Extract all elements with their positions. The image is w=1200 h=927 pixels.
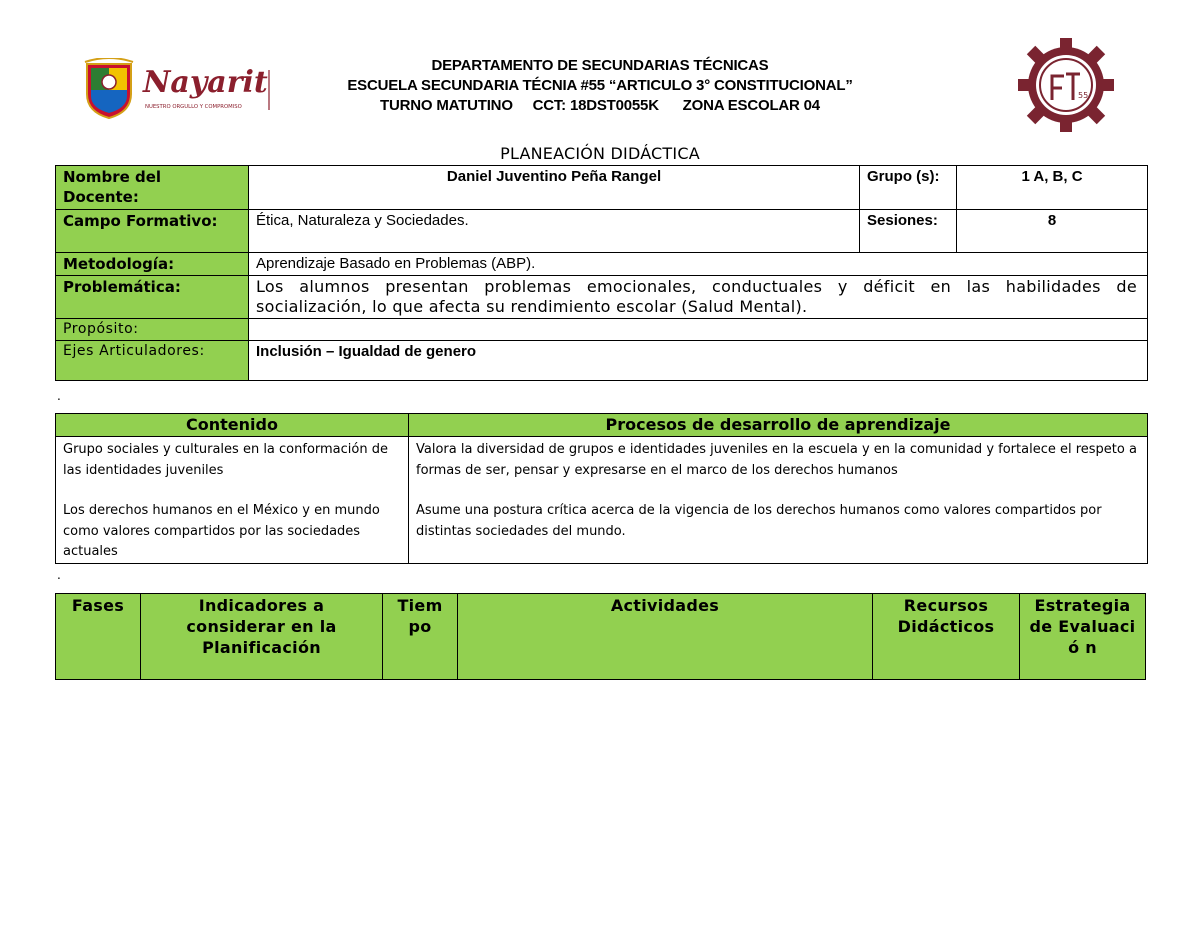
shift-cct-line: TURNO MATUTINO CCT: 18DST0055K ZONA ESCOLAR 04 bbox=[380, 97, 820, 114]
svg-text:55: 55 bbox=[1078, 91, 1089, 100]
problematica-label: Problemática: bbox=[56, 276, 249, 319]
table-row bbox=[56, 210, 1148, 253]
school-seal-logo bbox=[1018, 38, 1114, 132]
phases-table bbox=[55, 593, 1146, 680]
contenido-item: Grupo sociales y culturales en la conformación de las identidades juveniles bbox=[63, 442, 388, 478]
proposito-label: Propósito: bbox=[56, 319, 249, 341]
svg-text:Nayarit: Nayarit bbox=[143, 65, 268, 100]
table-row bbox=[56, 437, 1148, 564]
contenido-item: Los derechos humanos en el México y en mundo como valores compartidos por las sociedades actuales bbox=[63, 503, 380, 559]
separator-dot: . bbox=[57, 568, 61, 582]
tiempo-header: Tiem po bbox=[383, 594, 458, 680]
recursos-header: Recursos Didácticos bbox=[873, 594, 1020, 680]
department-line: DEPARTAMENTO DE SECUNDARIAS TÉCNICAS bbox=[431, 57, 769, 74]
proceso-item: Asume una postura crítica acerca de la vigencia de los derechos humanos como valores compartidos por distintas sociedades del mundo. bbox=[416, 503, 1102, 539]
campo-value: Ética, Naturaleza y Sociedades. bbox=[249, 210, 860, 253]
separator-dot: . bbox=[57, 389, 61, 403]
table-row bbox=[56, 166, 1148, 210]
document-title: PLANEACIÓN DIDÁCTICA bbox=[500, 144, 700, 163]
nayarit-shield-icon bbox=[83, 58, 273, 120]
svg-text:NUESTRO ORGULLO Y COMPROMISO: NUESTRO ORGULLO Y COMPROMISO bbox=[145, 104, 242, 110]
school-name-line: ESCUELA SECUNDARIA TÉCNIA #55 “ARTICULO 3° CONSTITUCIONAL” bbox=[347, 77, 853, 94]
procesos-cell bbox=[409, 437, 1148, 564]
school-header bbox=[300, 56, 900, 116]
ejes-value: Inclusión – Igualdad de genero bbox=[249, 341, 1148, 381]
procesos-header: Procesos de desarrollo de aprendizaje bbox=[409, 414, 1148, 437]
gear-seal-icon bbox=[1018, 38, 1114, 132]
actividades-header: Actividades bbox=[458, 594, 873, 680]
table-row bbox=[56, 594, 1146, 680]
sesiones-value: 8 bbox=[957, 210, 1148, 253]
fases-header: Fases bbox=[56, 594, 141, 680]
table-row bbox=[56, 341, 1148, 381]
content-table bbox=[55, 413, 1148, 564]
table-row bbox=[56, 414, 1148, 437]
ejes-label: Ejes Articuladores: bbox=[56, 341, 249, 381]
campo-label: Campo Formativo: bbox=[56, 210, 249, 253]
contenido-cell bbox=[56, 437, 409, 564]
nayarit-logo bbox=[83, 58, 273, 120]
grupo-label: Grupo (s): bbox=[860, 166, 957, 210]
table-row bbox=[56, 319, 1148, 341]
teacher-info-table bbox=[55, 165, 1148, 381]
metodologia-value: Aprendizaje Basado en Problemas (ABP). bbox=[249, 253, 1148, 276]
proposito-value bbox=[249, 319, 1148, 341]
proceso-item: Valora la diversidad de grupos e identidades juveniles en la escuela y en la comunidad y fortalece el respeto a formas de ser, pensar y expresarse en el marco de los derechos humanos bbox=[416, 442, 1137, 478]
docente-value: Daniel Juventino Peña Rangel bbox=[249, 166, 860, 210]
sesiones-label: Sesiones: bbox=[860, 210, 957, 253]
table-row bbox=[56, 276, 1148, 319]
estrategia-header: Estrategia de Evaluació n bbox=[1020, 594, 1146, 680]
problematica-value: Los alumnos presentan problemas emocionales, conductuales y déficit en las habilidades de socialización, lo que afecta su rendimiento escolar (Salud Mental). bbox=[249, 276, 1148, 319]
table-row bbox=[56, 253, 1148, 276]
indicadores-header: Indicadores a considerar en la Planificación bbox=[141, 594, 383, 680]
docente-label: Nombre del Docente: bbox=[56, 166, 249, 210]
metodologia-label: Metodología: bbox=[56, 253, 249, 276]
contenido-header: Contenido bbox=[56, 414, 409, 437]
grupo-value: 1 A, B, C bbox=[957, 166, 1148, 210]
